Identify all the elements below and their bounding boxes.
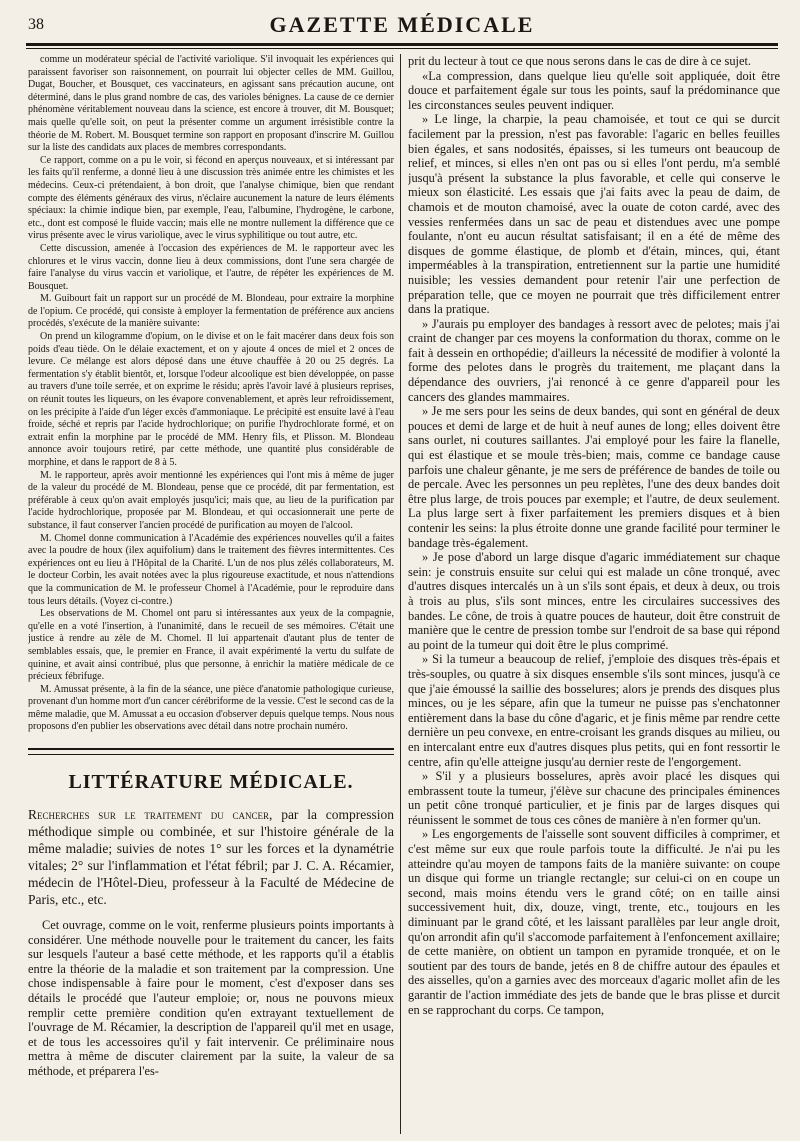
review-text [28, 918, 394, 1079]
paragraph: comme un modérateur spécial de l'activité variolique. S'il invoquait les expériences qui paraissent favoriser son raisonnement, on pourrait lui objecter celles de MM. Guillou, Dugat, Boucher, et Bousquet, ces vaccinateurs, en agissant sans précaution aucune, ont déterminé, dans le plus grand nombre de cas, des varioles bénignes. La cause de ce dernier phénomène véritablement nouveau dans la science, est encore à trouver, dit M. Bousquet; mais quelle qu'elle soit, on peut la présenter comme un argument irrésistible contre la théorie de M. Robert. M. Bousquet termine son rapport en proposant d'inscrire M. Guillou sur la liste des candidats aux places de membres correspondants. [28, 54, 394, 154]
review-heading [28, 806, 394, 908]
section-rule-thin [28, 754, 394, 755]
header-rule-thick [26, 43, 778, 46]
paragraph: On prend un kilogramme d'opium, on le divise et on le fait macérer dans deux fois son poids d'eau tiède. On le délaie exactement, et on y ajoute 4 onces de miel et 2 onces de levure. Ce mélange est alors déposé dans une étuve chauffée à 20 ou 25 degrés. La fermentation s'y établit bientôt, et, lorsque l'odeur alcoolique est bien développée, on passe au travers d'une toile serrée, et on exprime le résidu; après l'avoir lavé à plusieurs reprises, on réunit toutes les liqueurs, on les évapore convenablement, et après leur refroidissement, on les précipite à l'aide d'un léger excès d'ammoniaque. Le précipité est ensuite lavé à l'eau froide, séché et repris par l'acide hydrochlorique; on purifie l'hydrochlorate formé, et on extrait enfin la morphine par le procédé de MM. Henry fils, et Plisson. M. Blondeau annonce avoir toujours retiré, par cette méthode, une quantité plus considérable de morphine, et dans le rapport de 8 à 5. [28, 331, 394, 468]
paragraph: » Les engorgements de l'aisselle sont souvent difficiles à comprimer, et c'est même sur eux que roule parfois toute la difficulté. Je n'ai pu les atteindre qu'au moyen de tampons faits de la manière suivante: on coupe un disque qui forme un triangle rectangle; sur celui-ci on en coupe un second, mais moins étendu vers le grand côté; on en taille ainsi successivement huit, dix, douze, vingt, trente, etc., toujours en les diminuant par le grand côté, et les laissant parallèles par leur angle droit, qu'on arrondit afin qu'il s'accomode parfaitement à l'enfoncement axillaire; de cette manière, on obtient un tampon en pyramide tronquée, et on le soutient par des tours de bande, jetés en 8 de chiffre autour des épaules et des aisselles, qu'on a garnies avec des morceaux d'agaric mollet afin de les garantir de l'action immédiate des jets de bande que le bras plisse et durcit en se rapprochant du corps. Ce tampon, [408, 827, 780, 1017]
paragraph: M. le rapporteur, après avoir mentionné les expériences qui l'ont mis à même de juger de la valeur du procédé de M. Blondeau, pense que ce procédé, dit par fermentation, est préférable à ceux qu'on avait employés jusqu'ici; mais que, au lieu de la purification par l'acide hydrochlorique, proposée par M. Blondeau, et qui occasionnerait une perte de substance, il faut conserver l'ancien procédé de purification au moyen de l'alcool. [28, 469, 394, 531]
academy-report-text [28, 54, 394, 734]
paragraph: » Je me sers pour les seins de deux bandes, qui sont en général de deux pouces et demi de large et de huit à neuf aunes de long; elles doivent être sans ourlet, ni coutures saillantes. J'ai employé pour les faire la flanelle, qui est élastique et se moule très-bien; mais, comme ce bandage cause parfois une chaleur gênante, je me sers de préférence de bandes de toile ou de percale. Avec les personnes un peu replètes, l'une des deux bandes doit être plus large, de trois pouces par exemple; et l'autre, de deux seulement. La plus large sert à fixer parfaitement les premiers disques et à bien contenir les seins: la plus étroite donne une grande facilité pour terminer le bandage très-également. [408, 404, 780, 550]
paragraph: Les observations de M. Chomel ont paru si intéressantes aux yeux de la compagnie, qu'elle en a voté l'insertion, à l'unanimité, dans le recueil de ses mémoires. C'était une justice à rendre au zèle de M. Chomel. Il lui appartenait d'autant plus de tenter de semblables essais, que, le premier en France, il avait expérimenté la vertu du sulfate de quinine, et avait ainsi contribué, plus que personne, à enrichir la matière médicale de ce précieux fébrifuge. [28, 608, 394, 683]
paragraph: «La compression, dans quelque lieu qu'elle soit appliquée, doit être douce et parfaitement égale sur tous les points, sauf la prédominance que les circonstances seules peuvent indiquer. [408, 68, 780, 112]
paragraph: Cette discussion, amenée à l'occasion des expériences de M. le rapporteur avec les chlorures et le virus vaccin, donne lieu à deux commissions, dont l'une sera chargée de faire l'analyse du virus vaccin et variolique, et l'autre, de répéter les expériences de M. Bousquet. [28, 242, 394, 292]
paragraph: M. Amussat présente, à la fin de la séance, une pièce d'anatomie pathologique curieuse, provenant d'un homme mort d'un cancer cérébriforme de la vessie. C'est le second cas de la même maladie, que M. Amussat a eu occasion d'observer depuis quelque temps. Nous nous proposons d'en publier les observations avec détail dans notre prochain numéro. [28, 683, 394, 733]
page-header [22, 8, 782, 38]
masthead-title: GAZETTE MÉDICALE [269, 12, 535, 37]
right-column [408, 54, 780, 1134]
paragraph: Ce rapport, comme on a pu le voir, si fécond en aperçus nouveaux, et si intéressant par les faits qu'il renferme, a donné lieu à une discussion très animée entre les chimistes et les médecins. Ceux-ci prétendaient, à bon droit, que l'analyse chimique, bien que rendant compte des éléments généraux des virus, n'éclaire aucunement la nature de leurs éléments spéciaux: la chimie indique bien, par exemple, l'eau, l'albumine, l'hydrogène, le carbone, etc., dont est composé le fluide vaccin; mais elle ne montre nullement la différence que ce virus présente avec le virus variolique, avec le virus syphilitique ou tout autre, etc. [28, 154, 394, 242]
review-heading-rest: par la compression méthodique simple ou combinée, et sur l'histoire générale de la même maladie; suivies de notes 1° sur les forces et la dynamétrie vitales; 2° sur l'inflammation et l'état fébril; par J. C. A. Récamier, médecin de l'Hôtel-Dieu, professeur à la Faculté de Médecine de Paris, etc., etc. [28, 807, 394, 908]
left-column [28, 54, 394, 1134]
paragraph: Cet ouvrage, comme on le voit, renferme plusieurs points importants à considérer. Une méthode nouvelle pour le traitement du cancer, les faits sur lesquels l'auteur a basé cette méthode, et les rapports qu'il a établis entre la théorie de la maladie et son traitement par la compression. Une chose indispensable à faire pour le moment, c'est d'exposer dans ses détails le procédé que l'auteur emploie; or, nous ne pouvons mieux remplir cette première condition qu'en extrayant textuellement de l'ouvrage de M. Récamier, la description de l'appareil qu'il met en usage, et de tous les accessoires qu'il y fait intervenir. Ce préliminaire nous mettra à même de discuter clairement par la suite, la valeur de sa méthode, et préparera l'es- [28, 918, 394, 1078]
paragraph: » Je pose d'abord un large disque d'agaric immédiatement sur chaque sein: je construis ensuite sur celui qui est malade un cône tronqué, avec d'autres disques intercalés un à un s'ils sont épais, et deux à deux, ou trois à trois au plus, s'ils sont minces, entre les circulaires successives des bandes. Le cône, de trois à quatre pouces de hauteur, doit être construit de manière que le centre de pression tombe sur l'endroit de sa base qui répond au point de la tumeur qui doit être le plus comprimé. [408, 550, 780, 652]
section-title: LITTÉRATURE MÉDICALE. [68, 771, 354, 794]
paragraph: » J'aurais pu employer des bandages à ressort avec de pelotes; mais j'ai craint de changer par ces moyens la conformation du thorax, comme on le fait à dessein en orthopédie; d'ailleurs la nécessité de modifier à volonté la forme des pelotes dans le progrès du traitement, me plaçant dans la dépendance des ouvriers, j'ai renoncé à ce genre d'appareil pour les cancers des glandes mammaires. [408, 316, 780, 404]
paragraph: prit du lecteur à tout ce que nous serons dans le cas de dire à ce sujet. [408, 54, 752, 68]
header-rule-thin [26, 48, 778, 49]
review-heading-lead: Recherches sur le traitement du cancer, [28, 807, 273, 823]
paragraph: M. Guibourt fait un rapport sur un procédé de M. Blondeau, pour extraire la morphine de l'opium. Ce procédé, qui consiste à employer la fermentation de préférence aux anciens procédés, s'exécute de la manière suivante: [28, 293, 394, 330]
page-number: 38 [28, 16, 44, 33]
section-rule [28, 748, 394, 750]
paragraph: » Si la tumeur a beaucoup de relief, j'emploie des disques très-épais et très-souples, ou quatre à six disques ensemble s'ils sont minces, jusqu'à ce que j'aie émoussé la saillie des bosselures; alors je prends des disques plus minces, ou je les sépare, afin que la tumeur ne puisse pas s'enchatonner entièrement dans la base du cône d'agaric, et je finis même par rendre cette dernière un peu convexe, en entre-croisant les grands disques au milieu, ou en intercalant entre eux d'autres disques plus petits, qui en font ressortir le centre, afin qu'elle atteigne jusqu'au dernier reste de l'engorgement. [408, 652, 780, 769]
paragraph: » S'il y a plusieurs bosselures, après avoir placé les disques qui embrassent toute la tumeur, j'élève sur chacune des principales éminences un petit cône tronqué particulier, et je finis par de larges disques qui réunissent le sommet de tous ces cônes de manière à n'en former qu'un. [408, 769, 780, 827]
paragraph: » Le linge, la charpie, la peau chamoisée, et tout ce qui se durcit facilement par la pression, n'est pas favorable: l'agaric en belles feuilles bien égales, et sans nodosités, épaisses, si les tumeurs ont beaucoup de relief, et minces, si elles n'en ont pas ou si elles l'ont perdu, m'a semblé jusqu'à présent la substance la plus favorable, et celle qui conserve le mieux son élasticité. Les essais que j'ai faits avec la peau de daim, de chamois et de mouton chamoisé, avec la ouate de coton cardé, avec des vessies renfermées dans un sac de peau et distendues avec une pompe foulante, n'ont eu aucun résultat satisfaisant; il en a été de même des disques de gomme élastique, de plomb et d'étain, minces, qui, étant imperméables à la transpiration, entretiennent sur la partie une humidité nuisible; les vessies demandent pour retenir l'air une perfection de préparation telle, que ce moyen ne pourrait que très difficilement entrer dans la pratique. [408, 112, 780, 317]
paragraph: M. Chomel donne communication à l'Académie des expériences nouvelles qu'il a faites avec la poudre de houx (ilex aquifolium) dans le traitement des fièvres intermittentes. Ces expériences ont eu lieu à l'Hôpital de la Charité. L'un de nos plus zélés collaborateurs, M. le docteur Corbin, les avait notées avec la plus rigoureuse exactitude, et nous n'attendions que la communication de M. le professeur Chomel à l'Académie, pour le reproduire dans tous leurs détails. (Voyez ci-contre.) [28, 532, 394, 607]
column-divider [400, 54, 401, 1134]
